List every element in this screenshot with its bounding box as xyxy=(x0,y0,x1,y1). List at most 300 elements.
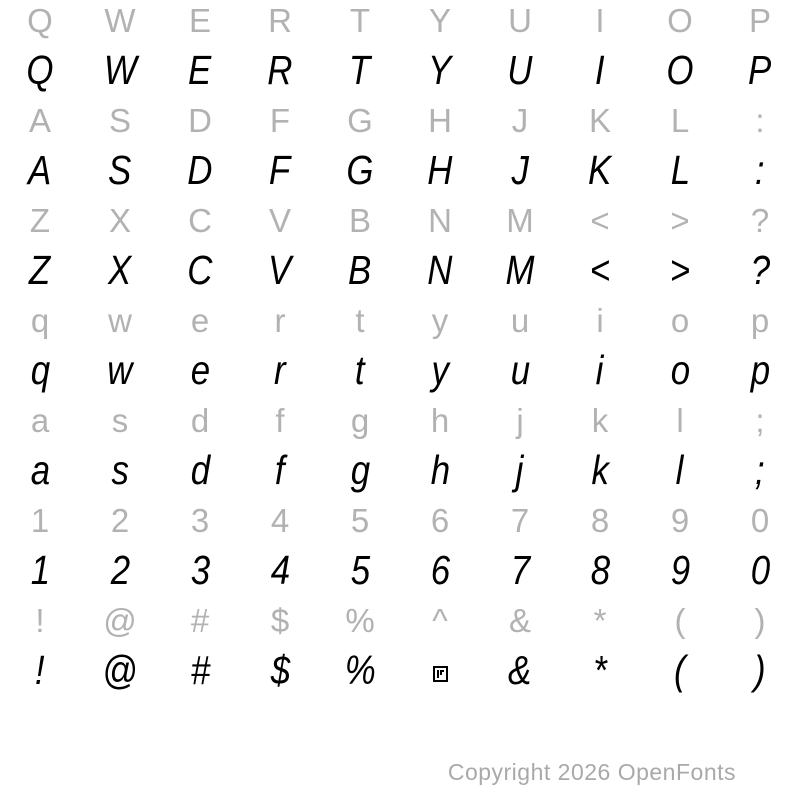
glyph: ) xyxy=(754,647,766,693)
glyph-cell xyxy=(720,403,800,439)
glyph-cell xyxy=(560,548,640,593)
glyph: S xyxy=(108,102,131,139)
glyph-cell xyxy=(320,448,400,493)
sample-row-5 xyxy=(0,448,800,493)
glyph-cell xyxy=(560,348,640,393)
glyph-cell xyxy=(160,148,240,193)
glyph-cell xyxy=(400,603,480,639)
glyph-cell xyxy=(240,448,320,493)
glyph-cell xyxy=(80,403,160,439)
glyph-cell xyxy=(720,348,800,393)
glyph: ^ xyxy=(432,602,448,639)
sample-row-4 xyxy=(0,348,800,393)
glyph-cell xyxy=(160,403,240,439)
glyph-cell xyxy=(480,348,560,393)
glyph: M xyxy=(505,247,535,293)
glyph-cell xyxy=(160,48,240,93)
glyph-row-pair-1 xyxy=(0,0,800,100)
glyph-cell xyxy=(320,248,400,293)
glyph-cell xyxy=(320,48,400,93)
glyph: a xyxy=(30,402,50,439)
glyph: y xyxy=(431,302,449,339)
glyph-cell xyxy=(560,303,640,339)
glyph: L xyxy=(670,102,690,139)
glyph-cell xyxy=(160,348,240,393)
glyph: o xyxy=(670,302,690,339)
glyph-cell xyxy=(0,248,80,293)
glyph: I xyxy=(595,47,605,93)
glyph-cell xyxy=(160,303,240,339)
glyph-cell xyxy=(0,503,80,539)
glyph: r xyxy=(274,302,286,339)
glyph-cell xyxy=(560,248,640,293)
glyph: 9 xyxy=(670,502,690,539)
glyph-cell xyxy=(480,548,560,593)
glyph: % xyxy=(344,647,376,693)
glyph-cell xyxy=(480,403,560,439)
sample-row-3 xyxy=(0,248,800,293)
glyph: ; xyxy=(755,402,765,439)
glyph: C xyxy=(187,247,213,293)
glyph-cell xyxy=(80,248,160,293)
glyph: s xyxy=(111,402,129,439)
copyright-text: Copyright 2026 OpenFonts xyxy=(447,759,736,785)
glyph-cell xyxy=(720,648,800,693)
glyph-cell xyxy=(560,48,640,93)
glyph: A xyxy=(28,147,52,193)
glyph-cell xyxy=(640,48,720,93)
glyph: > xyxy=(669,247,691,293)
glyph: ? xyxy=(750,247,770,293)
sample-row-6 xyxy=(0,548,800,593)
glyph-cell xyxy=(720,548,800,593)
glyph-cell xyxy=(160,603,240,639)
glyph: ! xyxy=(35,647,45,693)
glyph-cell xyxy=(160,103,240,139)
glyph-cell xyxy=(400,403,480,439)
glyph-cell xyxy=(640,103,720,139)
glyph: e xyxy=(190,302,210,339)
glyph: S xyxy=(108,147,132,193)
glyph-cell xyxy=(720,203,800,239)
glyph: T xyxy=(349,2,371,39)
glyph: l xyxy=(676,402,684,439)
glyph-cell xyxy=(480,448,560,493)
glyph: X xyxy=(108,247,132,293)
glyph: N xyxy=(427,247,453,293)
glyph-cell xyxy=(720,148,800,193)
glyph: ? xyxy=(750,202,770,239)
glyph-cell xyxy=(560,648,640,693)
glyph-cell xyxy=(240,3,320,39)
glyph-cell xyxy=(0,603,80,639)
glyph: i xyxy=(596,302,604,339)
glyph: H xyxy=(427,147,453,193)
glyph: i xyxy=(596,347,604,393)
glyph-row-pair-2 xyxy=(0,100,800,200)
glyph: ! xyxy=(35,602,45,639)
glyph-cell xyxy=(0,303,80,339)
glyph-cell xyxy=(320,303,400,339)
glyph-cell xyxy=(240,548,320,593)
glyph: @ xyxy=(102,647,138,693)
glyph: 1 xyxy=(30,502,50,539)
glyph: K xyxy=(588,147,612,193)
glyph-cell xyxy=(640,203,720,239)
glyph-cell xyxy=(560,448,640,493)
glyph: 2 xyxy=(110,502,130,539)
glyph: d xyxy=(190,447,210,493)
glyph: B xyxy=(348,247,372,293)
glyph-cell xyxy=(80,448,160,493)
glyph: 3 xyxy=(190,547,210,593)
glyph: p xyxy=(750,302,770,339)
glyph: 8 xyxy=(590,547,610,593)
glyph-cell xyxy=(560,3,640,39)
glyph: @ xyxy=(103,602,137,639)
glyph-cell xyxy=(160,648,240,693)
glyph-cell xyxy=(80,3,160,39)
glyph: t xyxy=(355,347,365,393)
reference-row-7 xyxy=(0,603,800,639)
glyph-cell xyxy=(320,548,400,593)
glyph: X xyxy=(108,202,131,239)
glyph-cell xyxy=(640,303,720,339)
glyph: o xyxy=(670,347,690,393)
glyph: Z xyxy=(29,202,51,239)
sample-row-2 xyxy=(0,148,800,193)
glyph: N xyxy=(428,202,452,239)
glyph-cell xyxy=(480,148,560,193)
glyph: 5 xyxy=(350,547,370,593)
glyph: V xyxy=(268,247,292,293)
glyph-cell xyxy=(320,648,400,693)
glyph-cell xyxy=(80,303,160,339)
glyph: 5 xyxy=(350,502,370,539)
glyph: j xyxy=(516,447,524,493)
glyph-cell xyxy=(640,503,720,539)
glyph: * xyxy=(593,602,607,639)
glyph: ( xyxy=(674,602,686,639)
glyph-cell xyxy=(480,648,560,693)
glyph-cell xyxy=(80,348,160,393)
glyph: u xyxy=(510,347,530,393)
glyph: ( xyxy=(674,647,686,693)
glyph: O xyxy=(666,47,694,93)
reference-row-5 xyxy=(0,403,800,439)
glyph: q xyxy=(30,347,50,393)
glyph-cell xyxy=(0,3,80,39)
glyph: T xyxy=(349,47,371,93)
glyph-cell xyxy=(160,3,240,39)
glyph-cell xyxy=(320,503,400,539)
reference-row-4 xyxy=(0,303,800,339)
glyph-cell xyxy=(640,348,720,393)
glyph: F xyxy=(269,147,291,193)
glyph: D xyxy=(187,147,213,193)
glyph: 6 xyxy=(430,502,450,539)
glyph-cell xyxy=(480,603,560,639)
glyph-cell xyxy=(720,3,800,39)
glyph-cell xyxy=(640,248,720,293)
glyph: y xyxy=(431,347,449,393)
glyph: G xyxy=(347,102,373,139)
glyph: K xyxy=(588,102,611,139)
glyph-row-pair-6 xyxy=(0,500,800,600)
glyph-cell xyxy=(80,148,160,193)
glyph: R xyxy=(267,47,293,93)
glyph-cell xyxy=(0,103,80,139)
glyph: 4 xyxy=(270,547,290,593)
glyph-cell xyxy=(400,548,480,593)
glyph-cell xyxy=(80,503,160,539)
glyph: L xyxy=(670,147,690,193)
glyph-cell xyxy=(240,203,320,239)
glyph-cell xyxy=(720,603,800,639)
glyph-cell xyxy=(720,503,800,539)
glyph: U xyxy=(508,2,532,39)
glyph-cell xyxy=(560,103,640,139)
glyph-cell xyxy=(480,48,560,93)
glyph-cell xyxy=(0,48,80,93)
glyph-cell xyxy=(240,148,320,193)
glyph-cell xyxy=(240,48,320,93)
sample-row-1 xyxy=(0,48,800,93)
glyph: 1 xyxy=(30,547,50,593)
glyph-cell xyxy=(160,248,240,293)
glyph: 7 xyxy=(510,502,530,539)
glyph-cell xyxy=(320,603,400,639)
glyph-cell xyxy=(720,448,800,493)
glyph-cell xyxy=(320,403,400,439)
glyph: h xyxy=(430,447,450,493)
glyph: t xyxy=(355,302,365,339)
glyph-cell xyxy=(560,203,640,239)
glyph-cell xyxy=(0,403,80,439)
glyph: Y xyxy=(428,2,451,39)
glyph-cell xyxy=(640,603,720,639)
missing-glyph-box xyxy=(433,666,448,682)
glyph-cell xyxy=(640,148,720,193)
glyph: Z xyxy=(29,247,51,293)
glyph: W xyxy=(104,2,136,39)
glyph-cell xyxy=(640,3,720,39)
glyph: F xyxy=(269,102,291,139)
glyph: k xyxy=(591,447,609,493)
glyph: ; xyxy=(755,447,765,493)
glyph: R xyxy=(268,2,292,39)
glyph-cell xyxy=(80,48,160,93)
glyph-cell xyxy=(320,148,400,193)
glyph: q xyxy=(30,302,50,339)
glyph-cell xyxy=(560,148,640,193)
glyph-cell xyxy=(0,548,80,593)
glyph-cell xyxy=(560,503,640,539)
glyph-cell xyxy=(320,348,400,393)
glyph-cell xyxy=(400,148,480,193)
glyph: w xyxy=(108,302,132,339)
glyph: 0 xyxy=(750,547,770,593)
glyph-cell xyxy=(640,548,720,593)
glyph: M xyxy=(506,202,534,239)
glyph-cell xyxy=(240,603,320,639)
glyph: 4 xyxy=(270,502,290,539)
glyph-cell xyxy=(400,448,480,493)
glyph-cell xyxy=(320,103,400,139)
glyph: 8 xyxy=(590,502,610,539)
glyph-cell xyxy=(480,303,560,339)
glyph: g xyxy=(350,447,370,493)
glyph-cell xyxy=(80,603,160,639)
glyph: J xyxy=(511,147,529,193)
glyph: < xyxy=(590,202,610,239)
glyph: e xyxy=(190,347,210,393)
glyph: J xyxy=(511,102,529,139)
glyph: P xyxy=(748,47,772,93)
glyph: V xyxy=(268,202,291,239)
glyph: 3 xyxy=(190,502,210,539)
glyph-cell xyxy=(480,103,560,139)
glyph-cell xyxy=(640,448,720,493)
glyph-cell xyxy=(240,303,320,339)
glyph: f xyxy=(275,447,285,493)
glyph-cell xyxy=(240,648,320,693)
glyph-cell xyxy=(480,203,560,239)
glyph-cell xyxy=(320,3,400,39)
glyph: I xyxy=(595,2,605,39)
glyph: U xyxy=(507,47,533,93)
glyph: d xyxy=(190,402,210,439)
glyph: 9 xyxy=(670,547,690,593)
glyph: : xyxy=(755,102,765,139)
glyph: w xyxy=(107,347,133,393)
glyph-cell xyxy=(0,348,80,393)
glyph: $ xyxy=(270,602,290,639)
reference-row-6 xyxy=(0,503,800,539)
glyph: 2 xyxy=(110,547,130,593)
glyph: ) xyxy=(754,602,766,639)
glyph-cell xyxy=(80,548,160,593)
glyph: Y xyxy=(428,47,452,93)
glyph: & xyxy=(508,602,531,639)
glyph: g xyxy=(350,402,370,439)
glyph-cell xyxy=(400,648,480,693)
glyph-cell xyxy=(480,248,560,293)
glyph-cell xyxy=(640,403,720,439)
glyph-cell xyxy=(240,503,320,539)
glyph: A xyxy=(28,102,51,139)
glyph: < xyxy=(589,247,611,293)
glyph-cell xyxy=(400,503,480,539)
glyph-cell xyxy=(0,148,80,193)
glyph: l xyxy=(676,447,684,493)
glyph: Q xyxy=(27,2,53,39)
glyph-cell xyxy=(160,203,240,239)
glyph: s xyxy=(111,447,129,493)
sample-row-7 xyxy=(0,648,800,693)
reference-row-1 xyxy=(0,3,800,39)
glyph: C xyxy=(188,202,212,239)
glyph-row-pair-5 xyxy=(0,400,800,500)
glyph-cell xyxy=(400,3,480,39)
glyph-row-pair-7 xyxy=(0,600,800,700)
glyph-cell xyxy=(400,103,480,139)
glyph-row-pair-4 xyxy=(0,300,800,400)
glyph-cell xyxy=(240,348,320,393)
glyph-cell xyxy=(0,648,80,693)
glyph: E xyxy=(188,2,211,39)
glyph: # xyxy=(190,647,210,693)
glyph-cell xyxy=(480,503,560,539)
glyph: k xyxy=(591,402,609,439)
reference-row-2 xyxy=(0,103,800,139)
glyph-cell xyxy=(80,103,160,139)
glyph: u xyxy=(510,302,530,339)
glyph-cell xyxy=(240,103,320,139)
glyph: f xyxy=(275,402,285,439)
glyph: W xyxy=(103,47,137,93)
glyph: G xyxy=(346,147,374,193)
glyph: : xyxy=(755,147,765,193)
glyph: O xyxy=(667,2,693,39)
glyph-cell xyxy=(240,248,320,293)
glyph: r xyxy=(274,347,286,393)
glyph: % xyxy=(345,602,375,639)
glyph-row-pair-3 xyxy=(0,200,800,300)
glyph-cell xyxy=(720,103,800,139)
glyph-cell xyxy=(80,203,160,239)
glyph-cell xyxy=(160,548,240,593)
glyph: Q xyxy=(26,47,54,93)
glyph: 7 xyxy=(510,547,530,593)
glyph-cell xyxy=(400,248,480,293)
glyph-cell xyxy=(720,48,800,93)
glyph-cell xyxy=(0,203,80,239)
glyph-cell xyxy=(720,303,800,339)
glyph: D xyxy=(188,102,212,139)
glyph-cell xyxy=(640,648,720,693)
glyph: P xyxy=(748,2,771,39)
glyph: & xyxy=(508,647,532,693)
glyph: > xyxy=(670,202,690,239)
glyph-cell xyxy=(160,503,240,539)
glyph-cell xyxy=(400,348,480,393)
glyph-cell xyxy=(160,448,240,493)
glyph: 6 xyxy=(430,547,450,593)
glyph: * xyxy=(593,647,607,693)
glyph-cell xyxy=(0,448,80,493)
glyph-cell xyxy=(560,603,640,639)
glyph-cell xyxy=(400,48,480,93)
glyph: 0 xyxy=(750,502,770,539)
glyph-cell xyxy=(400,203,480,239)
glyph-cell xyxy=(720,248,800,293)
glyph: p xyxy=(750,347,770,393)
glyph-cell xyxy=(560,403,640,439)
glyph: B xyxy=(348,202,371,239)
glyph-cell xyxy=(480,3,560,39)
glyph: $ xyxy=(270,647,290,693)
glyph-cell xyxy=(80,648,160,693)
glyph: a xyxy=(30,447,50,493)
glyph: E xyxy=(188,47,212,93)
reference-row-3 xyxy=(0,203,800,239)
glyph: h xyxy=(430,402,450,439)
glyph: H xyxy=(428,102,452,139)
glyph-cell xyxy=(400,303,480,339)
glyph-cell xyxy=(240,403,320,439)
glyph: # xyxy=(190,602,210,639)
